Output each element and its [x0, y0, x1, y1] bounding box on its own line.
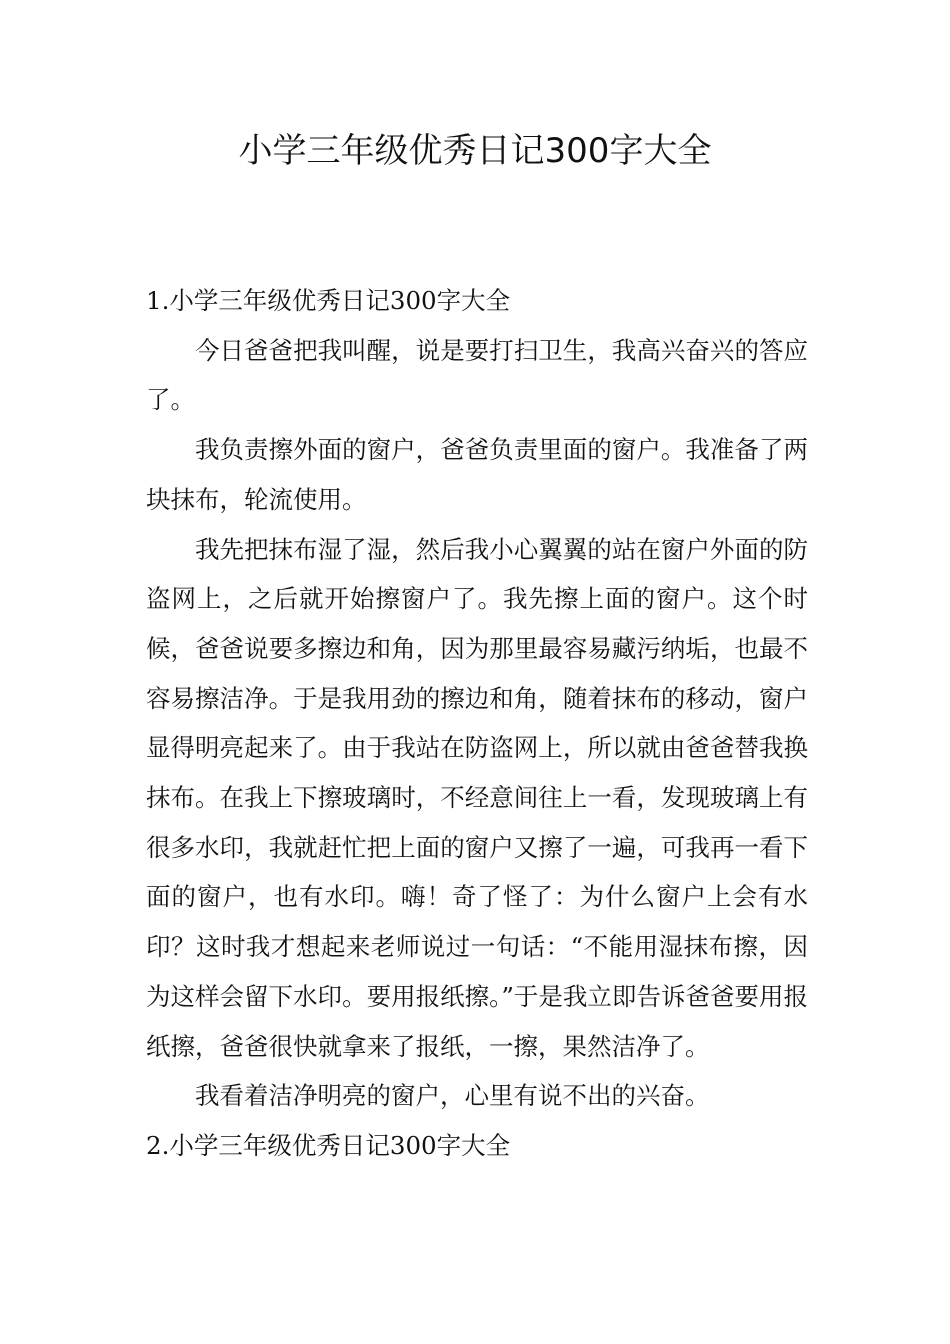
- document-body: [146, 276, 808, 1171]
- section-heading-2: 2.小学三年级优秀日记300字大全: [146, 1130, 511, 1160]
- section-heading-1: 1.小学三年级优秀日记300字大全: [146, 286, 511, 315]
- paragraph-2: 我负责擦外面的窗户，爸爸负责里面的窗户。我准备了两块抹布，轮流使用。: [146, 435, 808, 514]
- paragraph-1: 今日爸爸把我叫醒，说是要打扫卫生，我高兴奋兴的答应了。: [146, 335, 808, 415]
- document-title: 小学三年级优秀日记300字大全: [238, 131, 712, 171]
- paragraph-4: 我看着洁净明亮的窗户，心里有说不出的兴奋。: [195, 1081, 710, 1111]
- paragraph-3: 我先把抹布湿了湿，然后我小心翼翼的站在窗户外面的防盗网上，之后就开始擦窗户了。我先擦上面的窗户。这个时候，爸爸说要多擦边和角，因为那里最容易藏污纳垢，也最不容易擦洁净。于是我用劲的擦边和角，随着抹布的移动，窗户显得明亮起来了。由于我站在防盗网上，所以就由爸爸替我换抹布。在我上下擦玻璃时，不经意间往上一看，发现玻璃上有很多水印，我就赶忙把上面的窗户又擦了一遍，可我再一看下面的窗户，也有水印。嗨！奇了怪了：为什么窗户上会有水印？这时我才想起来老师说过一句话：“不能用湿抹布擦，因为这样会留下水印。要用报纸擦。”于是我立即告诉爸爸要用报纸擦，爸爸很快就拿来了报纸，一擦，果然洁净了。: [146, 534, 808, 1061]
